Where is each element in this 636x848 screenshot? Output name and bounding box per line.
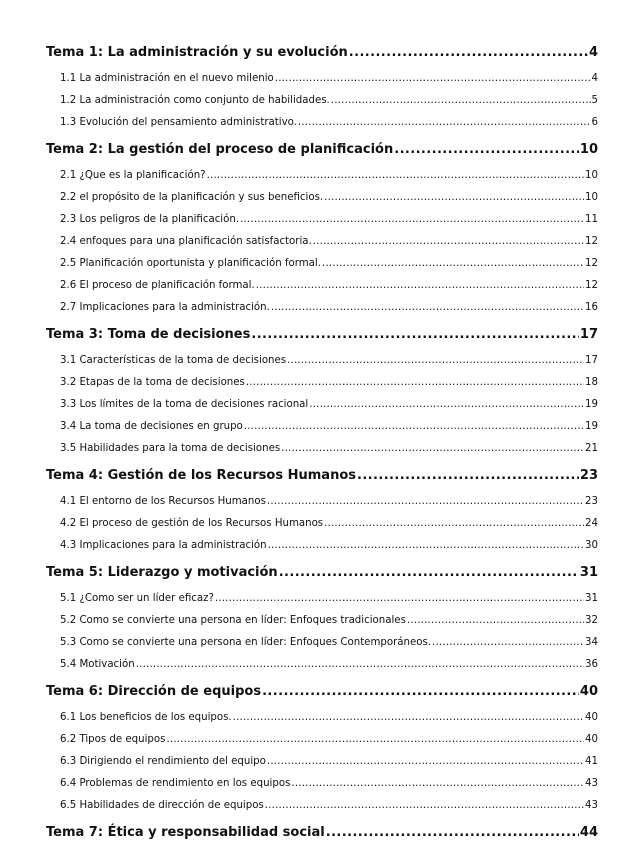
chapter-title: Tema 3: Toma de decisiones [46, 327, 251, 342]
toc-section-entry[interactable] [60, 416, 598, 438]
dot-leader [251, 325, 579, 345]
dot-leader [357, 466, 579, 486]
dot-leader [279, 563, 579, 583]
section-title: 2.4 enfoques para una planificación satisfactoria. [60, 236, 312, 247]
toc-section-entry[interactable] [60, 231, 598, 253]
dot-leader [271, 297, 584, 319]
section-page-number: 34 [585, 637, 598, 648]
toc-section-entry[interactable] [60, 372, 598, 394]
dot-leader [324, 187, 584, 209]
section-title: 2.1 ¿Que es la planificación? [60, 170, 206, 181]
section-page-number: 21 [585, 443, 598, 454]
section-page-number: 10 [585, 192, 598, 203]
section-page-number: 23 [585, 496, 598, 507]
dot-leader [394, 140, 579, 160]
dot-leader [267, 491, 584, 513]
dot-leader [313, 231, 584, 253]
dot-leader [166, 729, 584, 751]
section-title: 3.2 Etapas de la toma de decisiones [60, 377, 245, 388]
section-title: 2.6 El proceso de planificación formal. [60, 280, 255, 291]
section-title: 4.1 El entorno de los Recursos Humanos [60, 496, 266, 507]
toc-section-entry[interactable] [60, 632, 598, 654]
section-title: 5.2 Como se convierte una persona en líder: Enfoques tradicionales [60, 615, 406, 626]
toc-section-entry[interactable] [60, 707, 598, 729]
toc-section-entry[interactable] [60, 187, 598, 209]
toc-chapter-entry[interactable] [46, 43, 598, 63]
section-page-number: 36 [585, 659, 598, 670]
chapter-title: Tema 6: Dirección de equipos [46, 684, 262, 699]
section-title: 2.2 el propósito de la planificación y sus beneficios. [60, 192, 324, 203]
toc-section-entry[interactable] [60, 350, 598, 372]
section-page-number: 12 [585, 258, 598, 269]
chapter-page-number: 40 [579, 684, 598, 699]
section-page-number: 40 [585, 734, 598, 745]
chapter-title: Tema 4: Gestión de los Recursos Humanos [46, 468, 356, 483]
toc-section-entry[interactable] [60, 751, 598, 773]
toc-section-entry[interactable] [60, 209, 598, 231]
section-title: 2.5 Planificación oportunista y planificación formal. [60, 258, 321, 269]
chapter-page-number: 17 [579, 327, 598, 342]
chapter-page-number: 10 [579, 142, 598, 157]
dot-leader [407, 610, 584, 632]
section-title: 3.3 Los límites de la toma de decisiones racional [60, 399, 309, 410]
toc-section-entry[interactable] [60, 112, 598, 134]
toc-section-entry[interactable] [60, 438, 598, 460]
section-title: 4.3 Implicaciones para la administración [60, 540, 267, 551]
chapter-page-number: 44 [579, 825, 598, 840]
dot-leader [287, 350, 584, 372]
dot-leader [349, 43, 588, 63]
section-page-number: 11 [585, 214, 598, 225]
section-page-number: 4 [591, 73, 598, 84]
toc-section-entry[interactable] [60, 513, 598, 535]
section-title: 6.1 Los beneficios de los equipos. [60, 712, 232, 723]
section-page-number: 30 [585, 540, 598, 551]
section-title: 6.4 Problemas de rendimiento en los equipos [60, 778, 291, 789]
toc-section-entry[interactable] [60, 795, 598, 817]
section-page-number: 5 [591, 95, 598, 106]
section-title: 4.2 El proceso de gestión de los Recursos Humanos [60, 518, 324, 529]
dot-leader [322, 253, 584, 275]
section-title: 3.4 La toma de decisiones en grupo [60, 421, 243, 432]
dot-leader [262, 682, 579, 702]
dot-leader [275, 68, 591, 90]
section-page-number: 24 [585, 518, 598, 529]
section-title: 2.3 Los peligros de la planificación. [60, 214, 240, 225]
section-page-number: 18 [585, 377, 598, 388]
dot-leader [240, 209, 584, 231]
section-page-number: 12 [585, 236, 598, 247]
dot-leader [265, 795, 584, 817]
chapter-title: Tema 1: La administración y su evolución [46, 45, 348, 60]
dot-leader [136, 654, 584, 676]
chapter-page-number: 31 [579, 565, 598, 580]
chapter-page-number: 4 [588, 45, 598, 60]
dot-leader [324, 513, 584, 535]
section-page-number: 19 [585, 399, 598, 410]
section-page-number: 6 [591, 117, 598, 128]
dot-leader [244, 416, 584, 438]
section-page-number: 10 [585, 170, 598, 181]
section-title: 6.3 Dirigiendo el rendimiento del equipo [60, 756, 266, 767]
table-of-contents [46, 43, 598, 848]
dot-leader [432, 632, 584, 654]
toc-section-entry[interactable] [60, 68, 598, 90]
toc-chapter-entry[interactable] [46, 682, 598, 702]
section-title: 6.2 Tipos de equipos [60, 734, 166, 745]
toc-chapter-entry[interactable] [46, 140, 598, 160]
dot-leader [268, 535, 584, 557]
chapter-title: Tema 7: Ética y responsabilidad social [46, 825, 325, 840]
toc-chapter-entry[interactable] [46, 563, 598, 583]
section-title: 3.1 Características de la toma de decisiones [60, 355, 287, 366]
section-page-number: 31 [585, 593, 598, 604]
section-page-number: 12 [585, 280, 598, 291]
section-title: 1.1 La administración en el nuevo milenio [60, 73, 274, 84]
chapter-page-number: 23 [579, 468, 598, 483]
toc-section-entry[interactable] [60, 275, 598, 297]
section-page-number: 19 [585, 421, 598, 432]
toc-section-entry[interactable] [60, 654, 598, 676]
toc-section-entry[interactable] [60, 610, 598, 632]
section-title: 1.3 Evolución del pensamiento administrativo. [60, 117, 297, 128]
section-page-number: 43 [585, 800, 598, 811]
dot-leader [331, 90, 591, 112]
toc-chapter-entry[interactable] [46, 325, 598, 345]
dot-leader [207, 165, 584, 187]
dot-leader [267, 751, 584, 773]
toc-section-entry[interactable] [60, 253, 598, 275]
dot-leader [326, 823, 579, 843]
dot-leader [298, 112, 591, 134]
dot-leader [246, 372, 584, 394]
toc-section-entry[interactable] [60, 491, 598, 513]
toc-section-entry[interactable] [60, 394, 598, 416]
chapter-title: Tema 5: Liderazgo y motivación [46, 565, 278, 580]
toc-section-entry[interactable] [60, 535, 598, 557]
dot-leader [256, 275, 584, 297]
section-page-number: 16 [585, 302, 598, 313]
dot-leader [291, 773, 584, 795]
toc-chapter-entry[interactable] [46, 823, 598, 843]
section-page-number: 41 [585, 756, 598, 767]
section-page-number: 40 [585, 712, 598, 723]
toc-section-entry[interactable] [60, 588, 598, 610]
section-title: 5.1 ¿Como ser un líder eficaz? [60, 593, 214, 604]
dot-leader [215, 588, 584, 610]
toc-section-entry[interactable] [60, 729, 598, 751]
section-page-number: 43 [585, 778, 598, 789]
section-title: 5.4 Motivación [60, 659, 135, 670]
toc-section-entry[interactable] [60, 297, 598, 319]
section-title: 1.2 La administración como conjunto de habilidades. [60, 95, 330, 106]
toc-section-entry[interactable] [60, 90, 598, 112]
section-page-number: 32 [585, 615, 598, 626]
dot-leader [281, 438, 584, 460]
toc-section-entry[interactable] [60, 773, 598, 795]
toc-section-entry[interactable] [60, 165, 598, 187]
section-page-number: 17 [585, 355, 598, 366]
section-title: 6.5 Habilidades de dirección de equipos [60, 800, 264, 811]
dot-leader [309, 394, 584, 416]
section-title: 2.7 Implicaciones para la administración. [60, 302, 270, 313]
chapter-title: Tema 2: La gestión del proceso de planificación [46, 142, 394, 157]
dot-leader [233, 707, 584, 729]
section-title: 3.5 Habilidades para la toma de decisiones [60, 443, 281, 454]
toc-chapter-entry[interactable] [46, 466, 598, 486]
section-title: 5.3 Como se convierte una persona en líder: Enfoques Contemporáneos. [60, 637, 432, 648]
